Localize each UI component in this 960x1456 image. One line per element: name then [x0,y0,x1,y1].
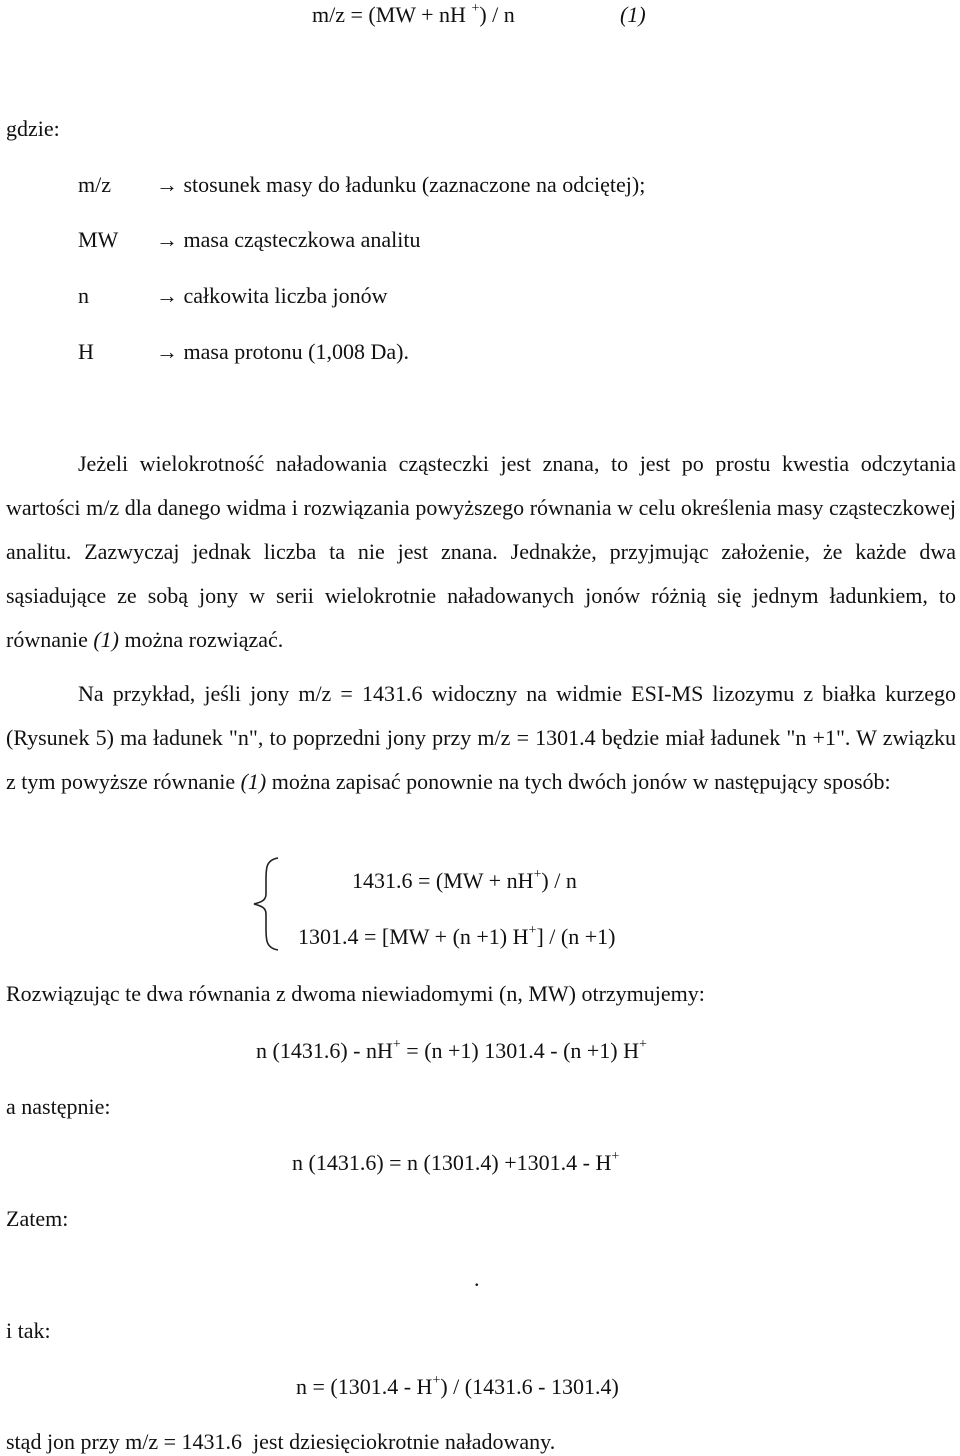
arrow-icon: → [156,172,178,197]
paragraph-2-text-a: Na przykład, jeśli jony m/z = 1431.6 widoczny na widmie ESI-MS lizozymu z białka kurzego (Rysunek 5) ma ładunek "n", to poprzedni jony przy m/z = 1301.4 będzie miał ładunek "n +1". W związku z tym powyższe równanie [6,681,956,794]
formula-1-number: (1) [620,2,646,27]
eq3-sup-1: + [392,1036,401,1052]
arrow-icon: → [156,339,178,364]
definition-symbol-h: H [78,339,94,364]
eq5-text-b: ) / (1431.6 - 1301.4) [440,1374,619,1399]
eq3-text-a: n (1431.6) - nH [256,1038,393,1063]
where-label: gdzie: [6,116,60,141]
system-equation-2 [298,922,616,949]
eq5-sup: + [432,1372,441,1388]
eq3-text-b: = (n +1) 1301.4 - (n +1) H [400,1038,640,1063]
definition-symbol-n: n [78,283,89,308]
conclusion-line: stąd jon przy m/z = 1431.6 jest dziesięciokrotnie naładowany. [6,1429,556,1454]
eq4-text-a: n (1431.6) = n (1301.4) +1301.4 - H [292,1150,612,1175]
equation-4 [292,1148,620,1175]
definition-symbol-mw: MW [78,227,119,252]
system-eq1-sup: + [533,866,542,882]
definition-desc-n: całkowita liczba jonów [183,283,388,308]
and-so-label: i tak: [6,1318,51,1343]
system-eq2-sup: + [528,922,537,938]
paragraph-2 [6,672,956,804]
definition-row-mz [156,174,645,196]
arrow-icon: → [156,227,178,252]
formula-1-text-a: m/z = (MW + nH [312,2,472,27]
paragraph-1-text-a: Jeżeli wielokrotność naładowania cząsteczki jest znana, to jest po prostu kwestia odczytania wartości m/z dla danego widma i rozwiązania powyższego równania w celu określenia masy cząsteczkowej analitu. Zazwyczaj jednak liczba ta nie jest znana. Jednakże, przyjmując założenie, że każde dwa sąsiadujące ze sobą jony w serii wielokrotnie naładowanych jonów różnią się jednym ładunkiem, to równanie [6,451,956,652]
paragraph-2-text-b: można zapisać ponownie na tych dwóch jonów w następujący sposób: [266,769,891,794]
system-eq1-text-a: 1431.6 = (MW + nH [352,868,534,893]
paragraph-1 [6,442,956,662]
arrow-icon: → [156,283,178,308]
equation-3 [256,1036,647,1063]
definition-row-mw [156,229,420,251]
system-eq2-text-b: ] / (n +1) [536,924,616,949]
eq3-sup-2: + [639,1036,647,1052]
definition-row-n [156,285,388,307]
system-equation-1 [352,866,577,893]
system-eq2-text-a: 1301.4 = [MW + (n +1) H [298,924,529,949]
definition-desc-h: masa protonu (1,008 Da). [183,339,409,364]
solving-line: Rozwiązując te dwa równania z dwoma niewiadomymi (n, MW) otrzymujemy: [6,981,705,1006]
formula-1-text-b: ) / n [479,2,515,27]
formula-1 [312,0,515,27]
formula-1-sup: + [471,0,480,16]
paragraph-1-ref: (1) [93,627,120,652]
stray-dot: . [474,1266,480,1291]
definition-desc-mw: masa cząsteczkowa analitu [183,227,421,252]
system-eq1-text-b: ) / n [541,868,577,893]
equation-5 [296,1372,619,1399]
definition-desc-mz: stosunek masy do ładunku (zaznaczone na odciętej); [183,172,646,197]
paragraph-2-ref: (1) [240,769,267,794]
eq5-text-a: n = (1301.4 - H [296,1374,433,1399]
thus-label: Zatem: [6,1206,69,1231]
paragraph-1-text-b: można rozwiązać. [119,627,284,652]
definition-symbol-mz: m/z [78,172,111,197]
curly-brace-icon [248,856,284,952]
eq4-sup: + [611,1148,620,1164]
definition-row-h [156,341,409,363]
next-label: a następnie: [6,1094,111,1119]
